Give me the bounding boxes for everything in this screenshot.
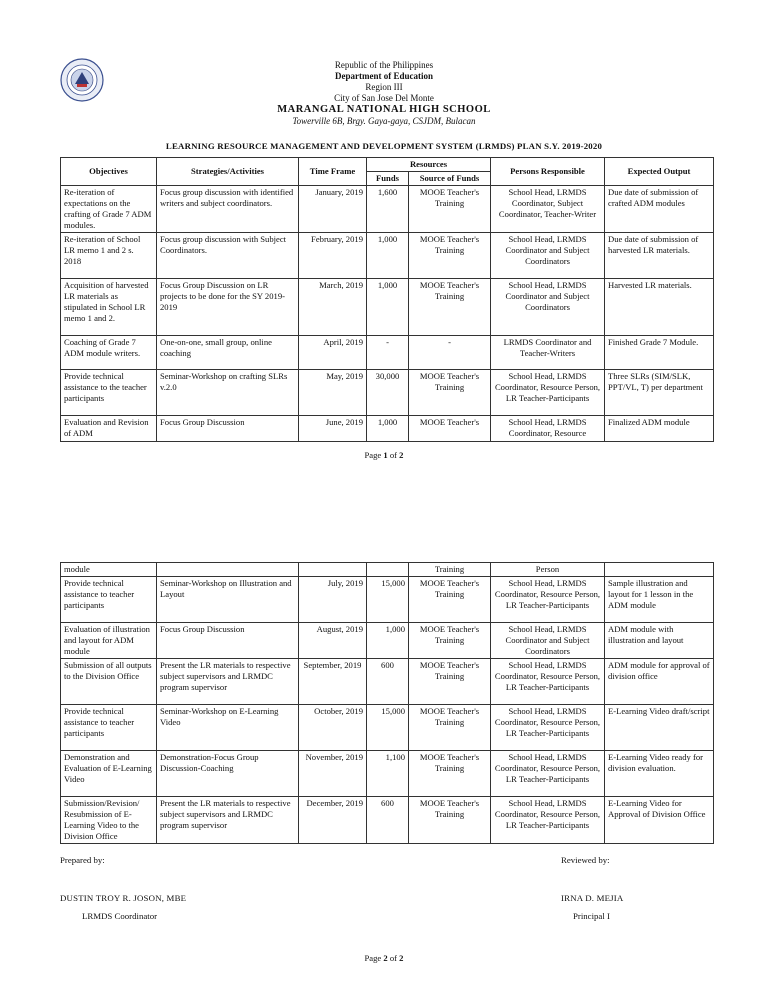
cell-source: MOOE Teacher's Training [409, 659, 491, 705]
cell-funds: 15,000 [367, 577, 409, 623]
cell-strategy: Focus Group Discussion on LR projects to be done for the SY 2019-2019 [157, 279, 299, 336]
school-address: Towerville 6B, Brgy. Gaya-gaya, CSJDM, Bulacan [292, 116, 476, 126]
cell-output: E-Learning Video for Approval of Division Office [605, 797, 714, 844]
page-of: of [389, 953, 398, 963]
cell-time: July, 2019 [299, 577, 367, 623]
lrmds-plan-table-page2 [60, 562, 714, 844]
cell-objective: Evaluation of illustration and layout for ADM module [61, 623, 157, 659]
cell-time: December, 2019 [299, 797, 367, 844]
page-number: 2 [383, 953, 388, 963]
page-number: 1 [383, 450, 388, 460]
cell-persons: School Head, LRMDS Coordinator, Subject Coordinator, Teacher-Writer [491, 186, 605, 233]
cell-funds: 1,000 [367, 623, 409, 659]
cell-persons: School Head, LRMDS Coordinator and Subject Coordinators [491, 279, 605, 336]
cell-time: February, 2019 [299, 233, 367, 279]
table-row [61, 370, 714, 416]
cell-objective: Submission/Revision/ Resubmission of E-Learning Video to the Division Office [61, 797, 157, 844]
cell-funds: 1,000 [367, 279, 409, 336]
cell-output: E-Learning Video draft/script [605, 705, 714, 751]
cell-time: November, 2019 [299, 751, 367, 797]
cell-source: MOOE Teacher's Training [409, 279, 491, 336]
cell-strategy [157, 563, 299, 577]
department-line: Department of Education [335, 71, 433, 81]
table-row-continuation [61, 563, 714, 577]
cell-persons: School Head, LRMDS Coordinator, Resource Person, LR Teacher-Participants [491, 370, 605, 416]
page-label: Page [364, 450, 382, 460]
cell-funds: 15,000 [367, 705, 409, 751]
cell-output: ADM module for approval of division office [605, 659, 714, 705]
cell-strategy: Seminar-Workshop on E-Learning Video [157, 705, 299, 751]
table-row [61, 186, 714, 233]
cell-objective: Coaching of Grade 7 ADM module writers. [61, 336, 157, 370]
cell-persons: Person [491, 563, 605, 577]
table-row [61, 279, 714, 336]
cell-time: May, 2019 [299, 370, 367, 416]
table-row [61, 797, 714, 844]
cell-objective: Re-iteration of School LR memo 1 and 2 s. 2018 [61, 233, 157, 279]
cell-funds: 1,100 [367, 751, 409, 797]
cell-strategy: Present the LR materials to respective subject supervisors and LRMDC program supervisor [157, 659, 299, 705]
cell-objective: Evaluation and Revision of ADM [61, 416, 157, 442]
cell-source: MOOE Teacher's Training [409, 705, 491, 751]
cell-strategy: Focus Group Discussion [157, 416, 299, 442]
page-of: of [389, 450, 398, 460]
cell-funds: - [367, 336, 409, 370]
header-strategies: Strategies/Activities [157, 158, 299, 186]
cell-source: MOOE Teacher's [409, 416, 491, 442]
preparer-name: DUSTIN TROY R. JOSON, MBE [60, 893, 187, 903]
cell-objective: Demonstration and Evaluation of E-Learning Video [61, 751, 157, 797]
cell-strategy: Focus group discussion with Subject Coordinators. [157, 233, 299, 279]
cell-time: October, 2019 [299, 705, 367, 751]
header-resources: Resources [367, 158, 491, 172]
cell-strategy: Focus group discussion with identified writers and subject coordinators. [157, 186, 299, 233]
page-label: Page [364, 953, 382, 963]
cell-output: ADM module with illustration and layout [605, 623, 714, 659]
cell-output: Due date of submission of crafted ADM modules [605, 186, 714, 233]
cell-funds: 1,000 [367, 233, 409, 279]
region-line: Region III [365, 82, 403, 92]
cell-output: Finalized ADM module [605, 416, 714, 442]
cell-strategy: Focus Group Discussion [157, 623, 299, 659]
header-funds: Funds [367, 172, 409, 186]
cell-source: MOOE Teacher's Training [409, 797, 491, 844]
republic-line: Republic of the Philippines [334, 60, 434, 70]
page-1-footer [0, 450, 768, 460]
cell-funds: 1,000 [367, 416, 409, 442]
page-total: 2 [399, 450, 404, 460]
cell-persons: School Head, LRMDS Coordinator, Resource Person, LR Teacher-Participants [491, 797, 605, 844]
table-row [61, 751, 714, 797]
city-line: City of San Jose Del Monte [334, 93, 434, 103]
cell-time: September, 2019 [299, 659, 367, 705]
table-row [61, 233, 714, 279]
cell-objective: Provide technical assistance to teacher participants [61, 577, 157, 623]
cell-time: January, 2019 [299, 186, 367, 233]
cell-time [299, 563, 367, 577]
cell-output: Sample illustration and layout for 1 lesson in the ADM module [605, 577, 714, 623]
page-total: 2 [399, 953, 404, 963]
cell-source: MOOE Teacher's Training [409, 186, 491, 233]
cell-strategy: One-on-one, small group, online coaching [157, 336, 299, 370]
table-row [61, 416, 714, 442]
cell-time: April, 2019 [299, 336, 367, 370]
reviewer-name: IRNA D. MEJIA [561, 893, 624, 903]
cell-strategy: Present the LR materials to respective subject supervisors and LRMDC program supervisor [157, 797, 299, 844]
cell-persons: School Head, LRMDS Coordinator, Resource Person, LR Teacher-Participants [491, 751, 605, 797]
header-time-frame: Time Frame [299, 158, 367, 186]
cell-time: August, 2019 [299, 623, 367, 659]
table-row [61, 659, 714, 705]
table-row [61, 577, 714, 623]
cell-objective: Provide technical assistance to teacher participants [61, 705, 157, 751]
preparer-title: LRMDS Coordinator [82, 911, 158, 921]
header-source: Source of Funds [409, 172, 491, 186]
cell-objective: module [61, 563, 157, 577]
prepared-by-label: Prepared by: [60, 855, 105, 865]
header-output: Expected Output [605, 158, 714, 186]
table-row [61, 705, 714, 751]
cell-source: MOOE Teacher's Training [409, 623, 491, 659]
cell-persons: School Head, LRMDS Coordinator and Subject Coordinators [491, 623, 605, 659]
cell-source: MOOE Teacher's Training [409, 370, 491, 416]
document-title: LEARNING RESOURCE MANAGEMENT AND DEVELOPMENT SYSTEM (LRMDS) PLAN S.Y. 2019-2020 [165, 141, 603, 151]
cell-source: MOOE Teacher's Training [409, 233, 491, 279]
header-persons: Persons Responsible [491, 158, 605, 186]
cell-source: MOOE Teacher's Training [409, 577, 491, 623]
header-objectives: Objectives [61, 158, 157, 186]
cell-source: Training [409, 563, 491, 577]
table-row [61, 336, 714, 370]
cell-objective: Acquisition of harvested LR materials as stipulated in School LR memo 1 and 2. [61, 279, 157, 336]
cell-objective: Re-iteration of expectations on the crafting of Grade 7 ADM modules. [61, 186, 157, 233]
cell-funds: 600 [367, 659, 409, 705]
lrmds-plan-table-page1 [60, 157, 714, 442]
cell-source: MOOE Teacher's Training [409, 751, 491, 797]
cell-output: Due date of submission of harvested LR materials. [605, 233, 714, 279]
cell-persons: School Head, LRMDS Coordinator, Resource [491, 416, 605, 442]
reviewed-by-label: Reviewed by: [561, 855, 610, 865]
cell-persons: School Head, LRMDS Coordinator, Resource Person, LR Teacher-Participants [491, 659, 605, 705]
cell-persons: LRMDS Coordinator and Teacher-Writers [491, 336, 605, 370]
cell-funds: 30,000 [367, 370, 409, 416]
cell-persons: School Head, LRMDS Coordinator and Subject Coordinators [491, 233, 605, 279]
cell-output: E-Learning Video ready for division evaluation. [605, 751, 714, 797]
cell-time: March, 2019 [299, 279, 367, 336]
cell-source: - [409, 336, 491, 370]
cell-funds: 1,600 [367, 186, 409, 233]
cell-funds: 600 [367, 797, 409, 844]
cell-strategy: Demonstration-Focus Group Discussion-Coaching [157, 751, 299, 797]
reviewer-title: Principal I [573, 911, 610, 921]
cell-persons: School Head, LRMDS Coordinator, Resource Person, LR Teacher-Participants [491, 577, 605, 623]
page-2-footer [0, 953, 768, 963]
cell-strategy: Seminar-Workshop on crafting SLRs v.2.0 [157, 370, 299, 416]
school-name: MARANGAL NATIONAL HIGH SCHOOL [277, 104, 491, 115]
cell-time: June, 2019 [299, 416, 367, 442]
cell-output: Harvested LR materials. [605, 279, 714, 336]
cell-output [605, 563, 714, 577]
cell-strategy: Seminar-Workshop on Illustration and Layout [157, 577, 299, 623]
cell-output: Three SLRs (SIM/SLK, PPT/VL, T) per department [605, 370, 714, 416]
cell-output: Finished Grade 7 Module. [605, 336, 714, 370]
cell-objective: Provide technical assistance to the teacher participants [61, 370, 157, 416]
table-row [61, 623, 714, 659]
cell-funds [367, 563, 409, 577]
cell-persons: School Head, LRMDS Coordinator, Resource Person, LR Teacher-Participants [491, 705, 605, 751]
cell-objective: Submission of all outputs to the Division Office [61, 659, 157, 705]
